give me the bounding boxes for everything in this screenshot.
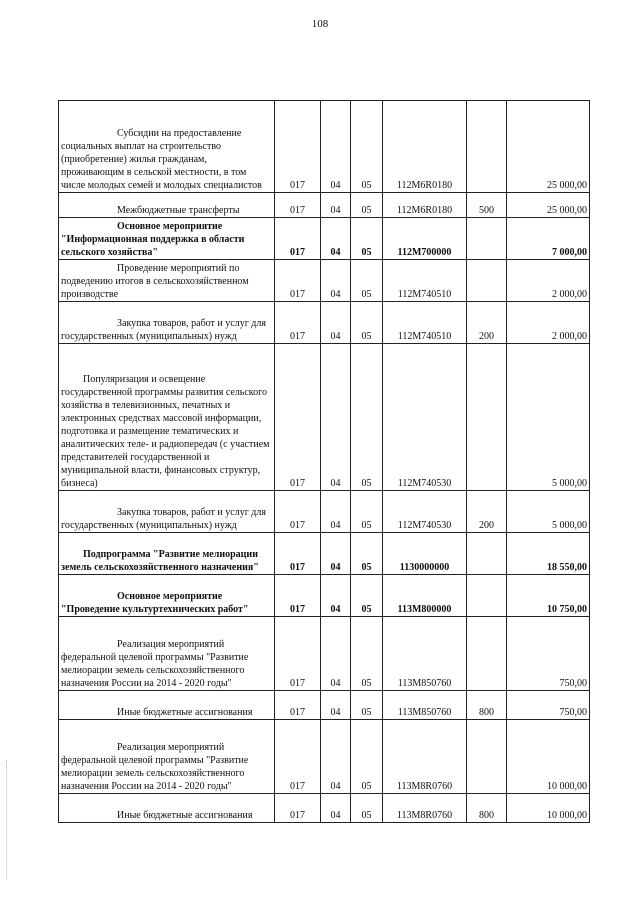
amount: 750,00 bbox=[507, 617, 590, 691]
row-name: Реализация мероприятий федеральной целевой программы "Развитие мелиорации земель сельскохозяйственного назначения России на 2014 - 2020 годы" bbox=[59, 720, 275, 794]
row-name: Иные бюджетные ассигнования bbox=[59, 794, 275, 823]
table-row bbox=[59, 218, 590, 260]
section-code: 04 bbox=[321, 344, 351, 491]
ministry-code: 017 bbox=[275, 533, 321, 575]
table-row bbox=[59, 302, 590, 344]
expense-type bbox=[467, 218, 507, 260]
ministry-code: 017 bbox=[275, 491, 321, 533]
target-article: 112M700000 bbox=[383, 218, 467, 260]
subsection-code: 05 bbox=[351, 193, 383, 218]
subsection-code: 05 bbox=[351, 794, 383, 823]
expense-type bbox=[467, 617, 507, 691]
row-name: Основное мероприятие "Проведение культуртехнических работ" bbox=[59, 575, 275, 617]
amount: 10 750,00 bbox=[507, 575, 590, 617]
table-row bbox=[59, 720, 590, 794]
table-row bbox=[59, 491, 590, 533]
section-code: 04 bbox=[321, 193, 351, 218]
expense-type bbox=[467, 260, 507, 302]
subsection-code: 05 bbox=[351, 101, 383, 193]
subsection-code: 05 bbox=[351, 344, 383, 491]
amount: 25 000,00 bbox=[507, 101, 590, 193]
row-name: Популяризация и освещение государственной программы развития сельского хозяйства в телевизионных, печатных и электронных средствах массовой информации, подготовка и размещение тематических и аналитических теле- и радиопередач (с участием представителей государственной и муниципальной власти, финансовых структур, бизнеса) bbox=[59, 344, 275, 491]
row-name: Проведение мероприятий по подведению итогов в сельскохозяйственном производстве bbox=[59, 260, 275, 302]
target-article: 1130000000 bbox=[383, 533, 467, 575]
target-article: 112M740510 bbox=[383, 260, 467, 302]
subsection-code: 05 bbox=[351, 302, 383, 344]
page-number: 108 bbox=[311, 18, 329, 30]
section-code: 04 bbox=[321, 218, 351, 260]
section-code: 04 bbox=[321, 491, 351, 533]
section-code: 04 bbox=[321, 101, 351, 193]
target-article: 112M740530 bbox=[383, 344, 467, 491]
target-article: 113M850760 bbox=[383, 617, 467, 691]
section-code: 04 bbox=[321, 260, 351, 302]
row-name: Закупка товаров, работ и услуг для государственных (муниципальных) нужд bbox=[59, 491, 275, 533]
table-row bbox=[59, 794, 590, 823]
section-code: 04 bbox=[321, 575, 351, 617]
subsection-code: 05 bbox=[351, 533, 383, 575]
amount: 2 000,00 bbox=[507, 302, 590, 344]
scan-margin-mark bbox=[6, 760, 9, 880]
subsection-code: 05 bbox=[351, 617, 383, 691]
section-code: 04 bbox=[321, 691, 351, 720]
target-article: 112M740530 bbox=[383, 491, 467, 533]
ministry-code: 017 bbox=[275, 794, 321, 823]
target-article: 112M6R0180 bbox=[383, 193, 467, 218]
expense-type bbox=[467, 344, 507, 491]
amount: 7 000,00 bbox=[507, 218, 590, 260]
table-row bbox=[59, 533, 590, 575]
row-name: Закупка товаров, работ и услуг для государственных (муниципальных) нужд bbox=[59, 302, 275, 344]
section-code: 04 bbox=[321, 720, 351, 794]
subsection-code: 05 bbox=[351, 218, 383, 260]
table-row bbox=[59, 260, 590, 302]
ministry-code: 017 bbox=[275, 260, 321, 302]
row-name: Межбюджетные трансферты bbox=[59, 193, 275, 218]
expense-type bbox=[467, 533, 507, 575]
amount: 5 000,00 bbox=[507, 491, 590, 533]
ministry-code: 017 bbox=[275, 218, 321, 260]
expense-type: 800 bbox=[467, 691, 507, 720]
expense-type bbox=[467, 575, 507, 617]
section-code: 04 bbox=[321, 302, 351, 344]
expense-type: 800 bbox=[467, 794, 507, 823]
amount: 18 550,00 bbox=[507, 533, 590, 575]
subsection-code: 05 bbox=[351, 491, 383, 533]
ministry-code: 017 bbox=[275, 193, 321, 218]
target-article: 113M8R0760 bbox=[383, 794, 467, 823]
subsection-code: 05 bbox=[351, 691, 383, 720]
expense-type: 200 bbox=[467, 302, 507, 344]
target-article: 113M800000 bbox=[383, 575, 467, 617]
amount: 10 000,00 bbox=[507, 794, 590, 823]
expense-type bbox=[467, 101, 507, 193]
amount: 750,00 bbox=[507, 691, 590, 720]
expense-type: 200 bbox=[467, 491, 507, 533]
ministry-code: 017 bbox=[275, 617, 321, 691]
target-article: 113M850760 bbox=[383, 691, 467, 720]
expense-type bbox=[467, 720, 507, 794]
amount: 10 000,00 bbox=[507, 720, 590, 794]
ministry-code: 017 bbox=[275, 302, 321, 344]
section-code: 04 bbox=[321, 617, 351, 691]
row-name: Иные бюджетные ассигнования bbox=[59, 691, 275, 720]
table-row bbox=[59, 101, 590, 193]
subsection-code: 05 bbox=[351, 260, 383, 302]
expense-type: 500 bbox=[467, 193, 507, 218]
table-row bbox=[59, 691, 590, 720]
table-row bbox=[59, 617, 590, 691]
row-name: Субсидии на предоставление социальных выплат на строительство (приобретение) жилья гражданам, проживающим в сельской местности, в том числе молодых семей и молодых специалистов bbox=[59, 101, 275, 193]
target-article: 112M740510 bbox=[383, 302, 467, 344]
amount: 2 000,00 bbox=[507, 260, 590, 302]
ministry-code: 017 bbox=[275, 344, 321, 491]
row-name: Подпрограмма "Развитие мелиорации земель сельскохозяйственного назначения" bbox=[59, 533, 275, 575]
subsection-code: 05 bbox=[351, 720, 383, 794]
amount: 25 000,00 bbox=[507, 193, 590, 218]
ministry-code: 017 bbox=[275, 575, 321, 617]
target-article: 113M8R0760 bbox=[383, 720, 467, 794]
section-code: 04 bbox=[321, 533, 351, 575]
ministry-code: 017 bbox=[275, 691, 321, 720]
row-name: Основное мероприятие "Информационная поддержка в области сельского хозяйства" bbox=[59, 218, 275, 260]
table-row bbox=[59, 344, 590, 491]
row-name: Реализация мероприятий федеральной целевой программы "Развитие мелиорации земель сельскохозяйственного назначения России на 2014 - 2020 годы" bbox=[59, 617, 275, 691]
table-row bbox=[59, 575, 590, 617]
section-code: 04 bbox=[321, 794, 351, 823]
subsection-code: 05 bbox=[351, 575, 383, 617]
ministry-code: 017 bbox=[275, 720, 321, 794]
table-row bbox=[59, 193, 590, 218]
ministry-code: 017 bbox=[275, 101, 321, 193]
target-article: 112M6R0180 bbox=[383, 101, 467, 193]
budget-table bbox=[58, 100, 590, 823]
amount: 5 000,00 bbox=[507, 344, 590, 491]
